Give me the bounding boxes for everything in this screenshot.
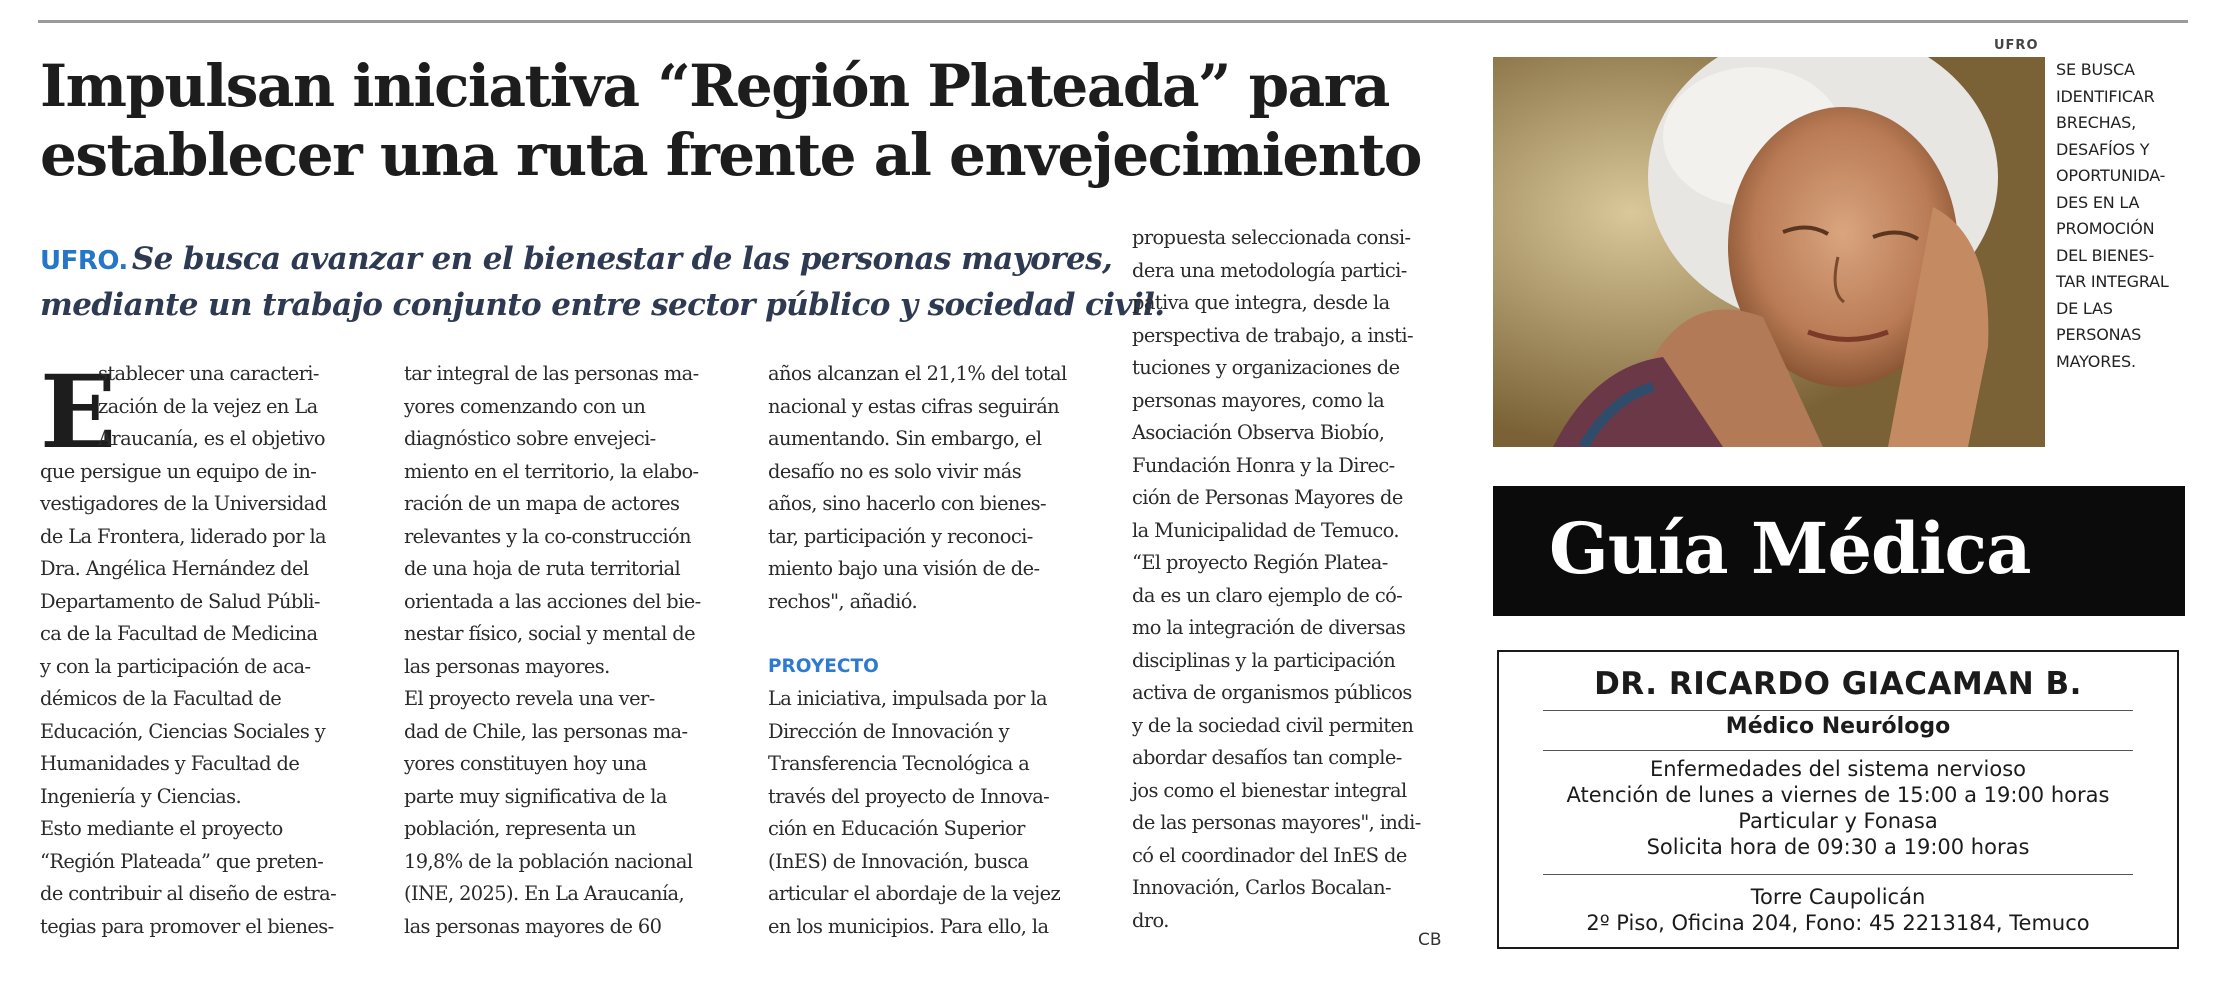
article-line: Educación, Ciencias Sociales y <box>40 719 326 743</box>
article-line: jos como el bienestar integral <box>1132 778 1407 802</box>
article-line: stablecer una caracteri- <box>98 362 319 385</box>
article-line: propuesta seleccionada consi- <box>1132 226 1411 249</box>
caption-line: SE BUSCA <box>2056 60 2135 79</box>
divider <box>1543 750 2133 751</box>
article-line: dad de Chile, las personas ma- <box>404 719 688 743</box>
caption-line: DES EN LA <box>2056 192 2140 212</box>
article-line: través del proyecto de Innova- <box>768 784 1050 808</box>
article-line: las personas mayores. <box>404 654 610 678</box>
author-mark: CB <box>1418 930 1442 950</box>
article-line: ción en Educación Superior <box>768 817 1025 840</box>
caption-line: DE LAS <box>2056 298 2113 318</box>
banner-title: Guía Médica <box>1549 507 2031 590</box>
caption-line: OPORTUNIDA- <box>2056 166 2166 185</box>
article-line: y de la sociedad civil permiten <box>1132 713 1414 737</box>
article-line: que persigue un equipo de in- <box>40 459 317 483</box>
article-line: Innovación, Carlos Bocalan- <box>1132 876 1391 899</box>
article-line: Dirección de Innovación y <box>768 719 1009 743</box>
article-line: pativa que integra, desde la <box>1132 291 1390 314</box>
article-line: ración de un mapa de actores <box>404 492 680 515</box>
address-line: Torre Caupolicán <box>1750 885 1926 909</box>
caption-line: PROMOCIÓN <box>2056 219 2155 238</box>
article-line: de contribuir al diseño de estra- <box>40 882 337 905</box>
article-line: rechos", añadió. <box>768 589 918 613</box>
drop-cap: E <box>40 353 117 471</box>
caption-line: IDENTIFICAR <box>2056 86 2155 106</box>
article-column-3 <box>768 358 1108 943</box>
article-line: Humanidades y Facultad de <box>40 752 300 775</box>
divider <box>1543 710 2133 711</box>
article-line: “El proyecto Región Platea- <box>1132 551 1388 574</box>
article-line: miento bajo una visión de de- <box>768 557 1040 580</box>
address-line: 2º Piso, Oficina 204, Fono: 45 2213184, Temuco <box>1586 911 2090 935</box>
article-line: años alcanzan el 21,1% del total <box>768 362 1067 385</box>
subhead-line-1 <box>40 237 1130 283</box>
article-line: desafío no es solo vivir más <box>768 459 1022 483</box>
subhead <box>40 237 1165 327</box>
article-line: la Municipalidad de Temuco. <box>1132 518 1399 542</box>
article-line: tuciones y organizaciones de <box>1132 356 1400 379</box>
article-line: El proyecto revela una ver- <box>404 687 655 710</box>
article-line: relevantes y la co-construcción <box>404 524 691 548</box>
article-line: Fundación Honra y la Direc- <box>1132 453 1395 477</box>
article-line: ción de Personas Mayores de <box>1132 486 1403 509</box>
doctor-name: DR. RICARDO GIACAMAN B. <box>1594 666 2082 702</box>
article-line: “Región Plateada” que preten- <box>40 849 324 873</box>
doctor-ad-card <box>1497 650 2179 949</box>
photo-illustration <box>1493 57 2045 447</box>
article-line: Esto mediante el proyecto <box>40 817 283 840</box>
doctor-specialty: Médico Neurólogo <box>1725 714 1951 739</box>
doctor-address <box>1499 884 2177 936</box>
article-line: articular el abordaje de la vejez <box>768 882 1061 905</box>
photo-credit: UFRO <box>1994 38 2039 53</box>
article-line: da es un claro ejemplo de có- <box>1132 583 1403 607</box>
article-line: las personas mayores de 60 <box>404 914 662 938</box>
divider <box>1543 874 2133 875</box>
headline-line: Impulsan iniciativa “Región Plateada” para <box>40 52 1389 120</box>
article-line: perspectiva de trabajo, a insti- <box>1132 323 1413 347</box>
info-line: Atención de lunes a viernes de 15:00 a 19:00 horas <box>1566 783 2110 807</box>
article-line: zación de la vejez en La <box>98 394 318 418</box>
article-line: nacional y estas cifras seguirán <box>768 394 1060 418</box>
article-line: tar, participación y reconoci- <box>768 524 1033 548</box>
article-line: dro. <box>1132 908 1169 932</box>
headline-line: establecer una ruta frente al envejecimiento <box>40 121 1421 189</box>
article-line: parte muy significativa de la <box>404 784 667 808</box>
article-line: años, sino hacerlo con bienes- <box>768 492 1046 515</box>
article-line: ca de la Facultad de Medicina <box>40 622 318 645</box>
article-line: Transferencia Tecnológica a <box>768 752 1030 775</box>
caption-line: DESAFÍOS Y <box>2056 139 2150 159</box>
article-line: activa de organismos públicos <box>1132 681 1412 704</box>
article-column-1 <box>40 353 380 943</box>
info-line: Solicita hora de 09:30 a 19:00 horas <box>1646 835 2030 859</box>
article-column-4 <box>1132 222 1472 937</box>
section-kicker: UFRO. <box>40 246 128 276</box>
article-line: Departamento de Salud Públi- <box>40 589 320 613</box>
elderly-woman-photo <box>1493 57 2045 447</box>
article-line: orientada a las acciones del bie- <box>404 589 701 613</box>
article-line: miento en el territorio, la elabo- <box>404 459 699 483</box>
article-line: tegias para promover el bienes- <box>40 914 334 938</box>
article-line: diagnóstico sobre envejeci- <box>404 427 656 450</box>
article-line: có el coordinador del InES de <box>1132 843 1407 867</box>
top-rule <box>38 20 2188 23</box>
article-column-2 <box>404 358 744 943</box>
caption-line: BRECHAS, <box>2056 113 2136 132</box>
article-line: de las personas mayores", indi- <box>1132 811 1421 834</box>
article-line: mo la integración de diversas <box>1132 616 1406 639</box>
article-line: de una hoja de ruta territorial <box>404 557 681 580</box>
article-line: en los municipios. Para ello, la <box>768 914 1049 938</box>
subhead-line-2: mediante un trabajo conjunto entre sector público y sociedad civil. <box>40 287 1165 323</box>
article-line: (INE, 2025). En La Araucanía, <box>404 882 685 905</box>
info-line: Particular y Fonasa <box>1738 809 1938 833</box>
article-line: Dra. Angélica Hernández del <box>40 557 309 580</box>
headline <box>40 52 1480 190</box>
subhead-text: Se busca avanzar en el bienestar de las personas mayores, <box>131 241 1113 277</box>
article-line: 19,8% de la población nacional <box>404 849 693 873</box>
article-line: yores constituyen hoy una <box>404 752 647 775</box>
article-line: dera una metodología partici- <box>1132 258 1407 282</box>
doctor-info <box>1499 756 2177 860</box>
article-line: de La Frontera, liderado por la <box>40 524 327 548</box>
article-line: Araucanía, es el objetivo <box>98 427 325 450</box>
article-line: disciplinas y la participación <box>1132 648 1396 672</box>
article-line: nestar físico, social y mental de <box>404 622 695 645</box>
caption-line: MAYORES. <box>2056 351 2136 371</box>
article-line: población, representa un <box>404 817 636 840</box>
article-line: Asociación Observa Biobío, <box>1132 421 1385 444</box>
guia-medica-banner <box>1493 486 2185 616</box>
section-title: PROYECTO <box>768 655 879 677</box>
article-line: vestigadores de la Universidad <box>40 492 327 515</box>
article-line: tar integral de las personas ma- <box>404 362 699 385</box>
article-line: aumentando. Sin embargo, el <box>768 427 1042 450</box>
article-line: abordar desafíos tan comple- <box>1132 746 1402 769</box>
caption-line: TAR INTEGRAL <box>2056 272 2169 291</box>
article-line: (InES) de Innovación, busca <box>768 849 1029 873</box>
article-line: Ingeniería y Ciencias. <box>40 784 242 808</box>
info-line: Enfermedades del sistema nervioso <box>1650 757 2026 781</box>
article-line: La iniciativa, impulsada por la <box>768 687 1047 710</box>
caption-line: PERSONAS <box>2056 325 2142 344</box>
caption-line: DEL BIENES- <box>2056 245 2155 265</box>
article-line: y con la participación de aca- <box>40 654 311 678</box>
article-line: yores comenzando con un <box>404 394 646 418</box>
article-line: démicos de la Facultad de <box>40 687 282 710</box>
photo-caption <box>2056 57 2186 375</box>
article-line: personas mayores, como la <box>1132 388 1385 412</box>
